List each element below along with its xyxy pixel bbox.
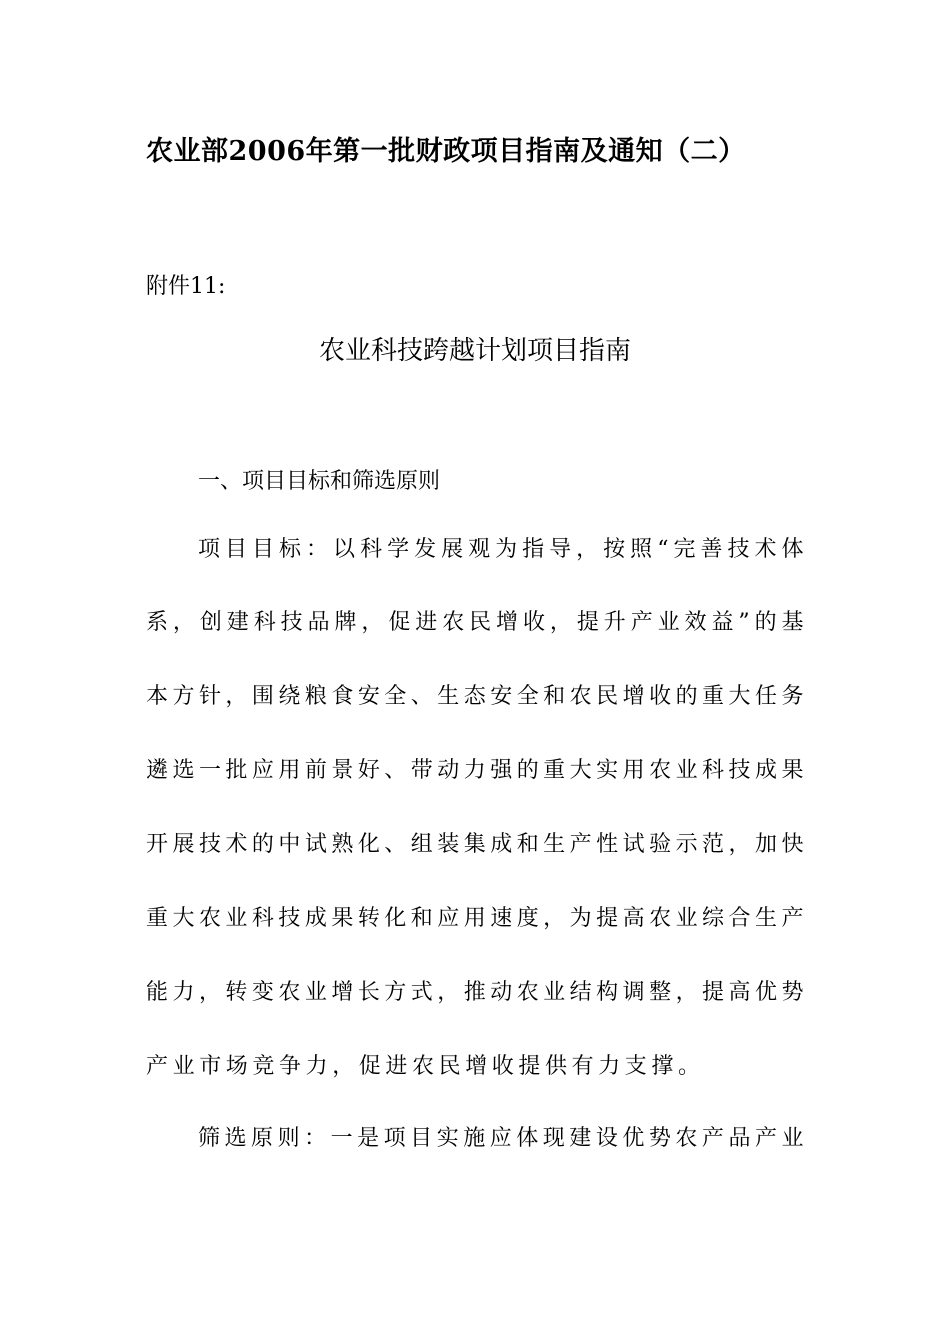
paragraph-line: 重大农业科技成果转化和应用速度，为提高农业综合生产 <box>146 906 804 931</box>
guide-title: 农业科技跨越计划项目指南 <box>318 336 631 366</box>
attachment-label: 附件11: <box>146 274 226 299</box>
paragraph-line: 项目目标：以科学发展观为指导，按照“完善技术体 <box>198 537 804 562</box>
paragraph-line: 筛选原则：一是项目实施应体现建设优势农产品产业 <box>198 1126 804 1151</box>
paragraph-line: 遴选一批应用前景好、带动力强的重大实用农业科技成果 <box>146 758 804 783</box>
paragraph-line: 本方针，围绕粮食安全、生态安全和农民增收的重大任务 <box>146 684 804 709</box>
paragraph-line: 系，创建科技品牌，促进农民增收，提升产业效益”的基 <box>146 610 804 635</box>
paragraph-line: 开展技术的中试熟化、组装集成和生产性试验示范，加快 <box>146 832 804 857</box>
paragraph-line: 能力，转变农业增长方式，推动农业结构调整，提高优势 <box>146 980 804 1005</box>
paragraph-line: 产业市场竞争力，促进农民增收提供有力支撑。 <box>146 1054 705 1079</box>
document-title: 农业部2006年第一批财政项目指南及通知（二） <box>146 136 746 167</box>
section-heading: 一、项目目标和筛选原则 <box>198 469 441 494</box>
